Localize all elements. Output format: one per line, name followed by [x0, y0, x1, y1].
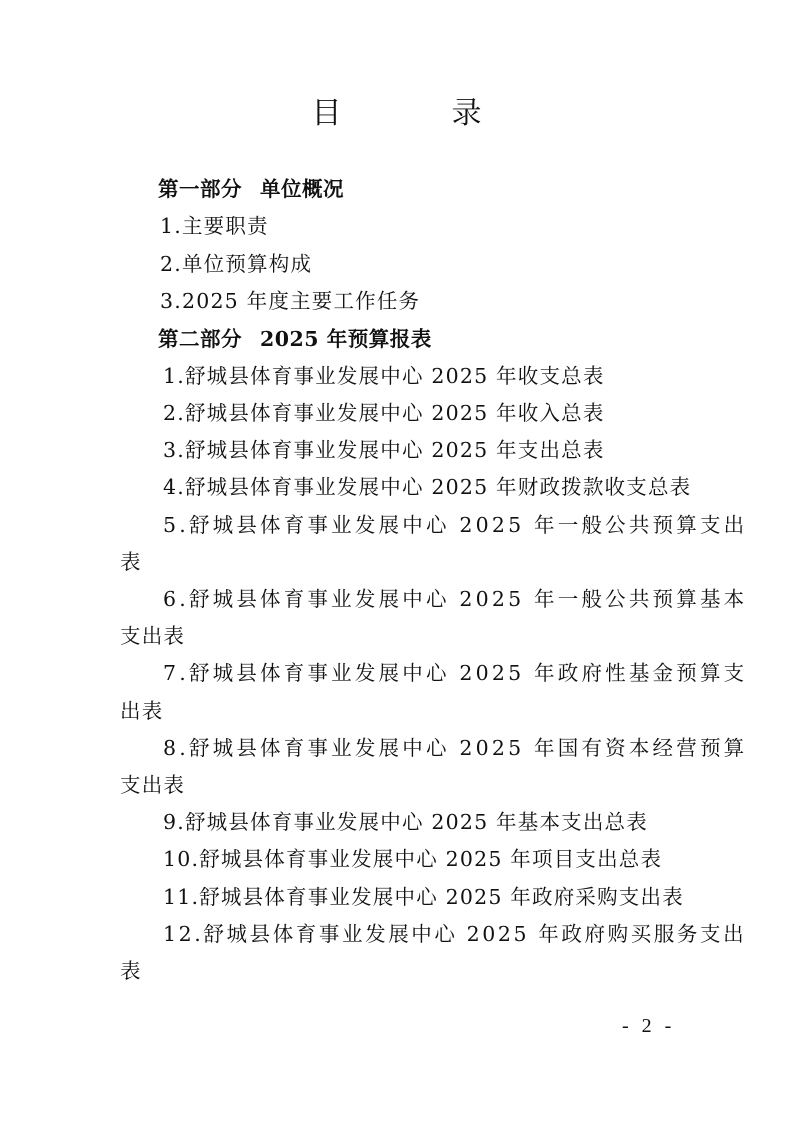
toc-item[interactable]: 2.舒城县体育事业发展中心 2025 年收入总表: [163, 401, 605, 425]
toc-item[interactable]: 10.舒城县体育事业发展中心 2025 年项目支出总表: [163, 847, 663, 871]
page-number: - 2 -: [622, 1015, 676, 1037]
toc-item[interactable]: 3.舒城县体育事业发展中心 2025 年支出总表: [163, 438, 605, 462]
toc-item-continued[interactable]: 表: [120, 959, 142, 983]
toc-item[interactable]: 6.舒城县体育事业发展中心 2025 年一般公共预算基本: [163, 587, 748, 611]
toc-item-continued[interactable]: 出表: [120, 699, 164, 723]
toc-item[interactable]: 11.舒城县体育事业发展中心 2025 年政府采购支出表: [163, 885, 684, 909]
toc-item[interactable]: 4.舒城县体育事业发展中心 2025 年财政拨款收支总表: [163, 475, 692, 499]
toc-item[interactable]: 7.舒城县体育事业发展中心 2025 年政府性基金预算支: [163, 661, 748, 685]
toc-title: 目 录: [311, 96, 522, 131]
part1-name: 单位概况: [260, 177, 344, 201]
toc-item[interactable]: 12.舒城县体育事业发展中心 2025 年政府购买服务支出: [163, 922, 747, 946]
part1-heading: [158, 175, 344, 203]
toc-item-continued[interactable]: 支出表: [120, 624, 186, 648]
toc-item-continued[interactable]: 表: [120, 550, 142, 574]
toc-item[interactable]: 2.单位预算构成: [160, 252, 313, 276]
part2-label: 第二部分: [158, 327, 242, 351]
part2-name: 2025 年预算报表: [260, 327, 432, 351]
toc-item[interactable]: 5.舒城县体育事业发展中心 2025 年一般公共预算支出: [163, 513, 748, 537]
part1-label: 第一部分: [158, 177, 242, 201]
toc-item[interactable]: 1.舒城县体育事业发展中心 2025 年收支总表: [163, 364, 605, 388]
toc-item[interactable]: 1.主要职责: [160, 214, 269, 238]
toc-item-continued[interactable]: 支出表: [120, 773, 186, 797]
toc-item[interactable]: 3.2025 年度主要工作任务: [160, 289, 421, 313]
toc-item[interactable]: 8.舒城县体育事业发展中心 2025 年国有资本经营预算: [163, 736, 748, 760]
toc-item[interactable]: 9.舒城县体育事业发展中心 2025 年基本支出总表: [163, 810, 648, 834]
part2-heading: [158, 325, 432, 353]
